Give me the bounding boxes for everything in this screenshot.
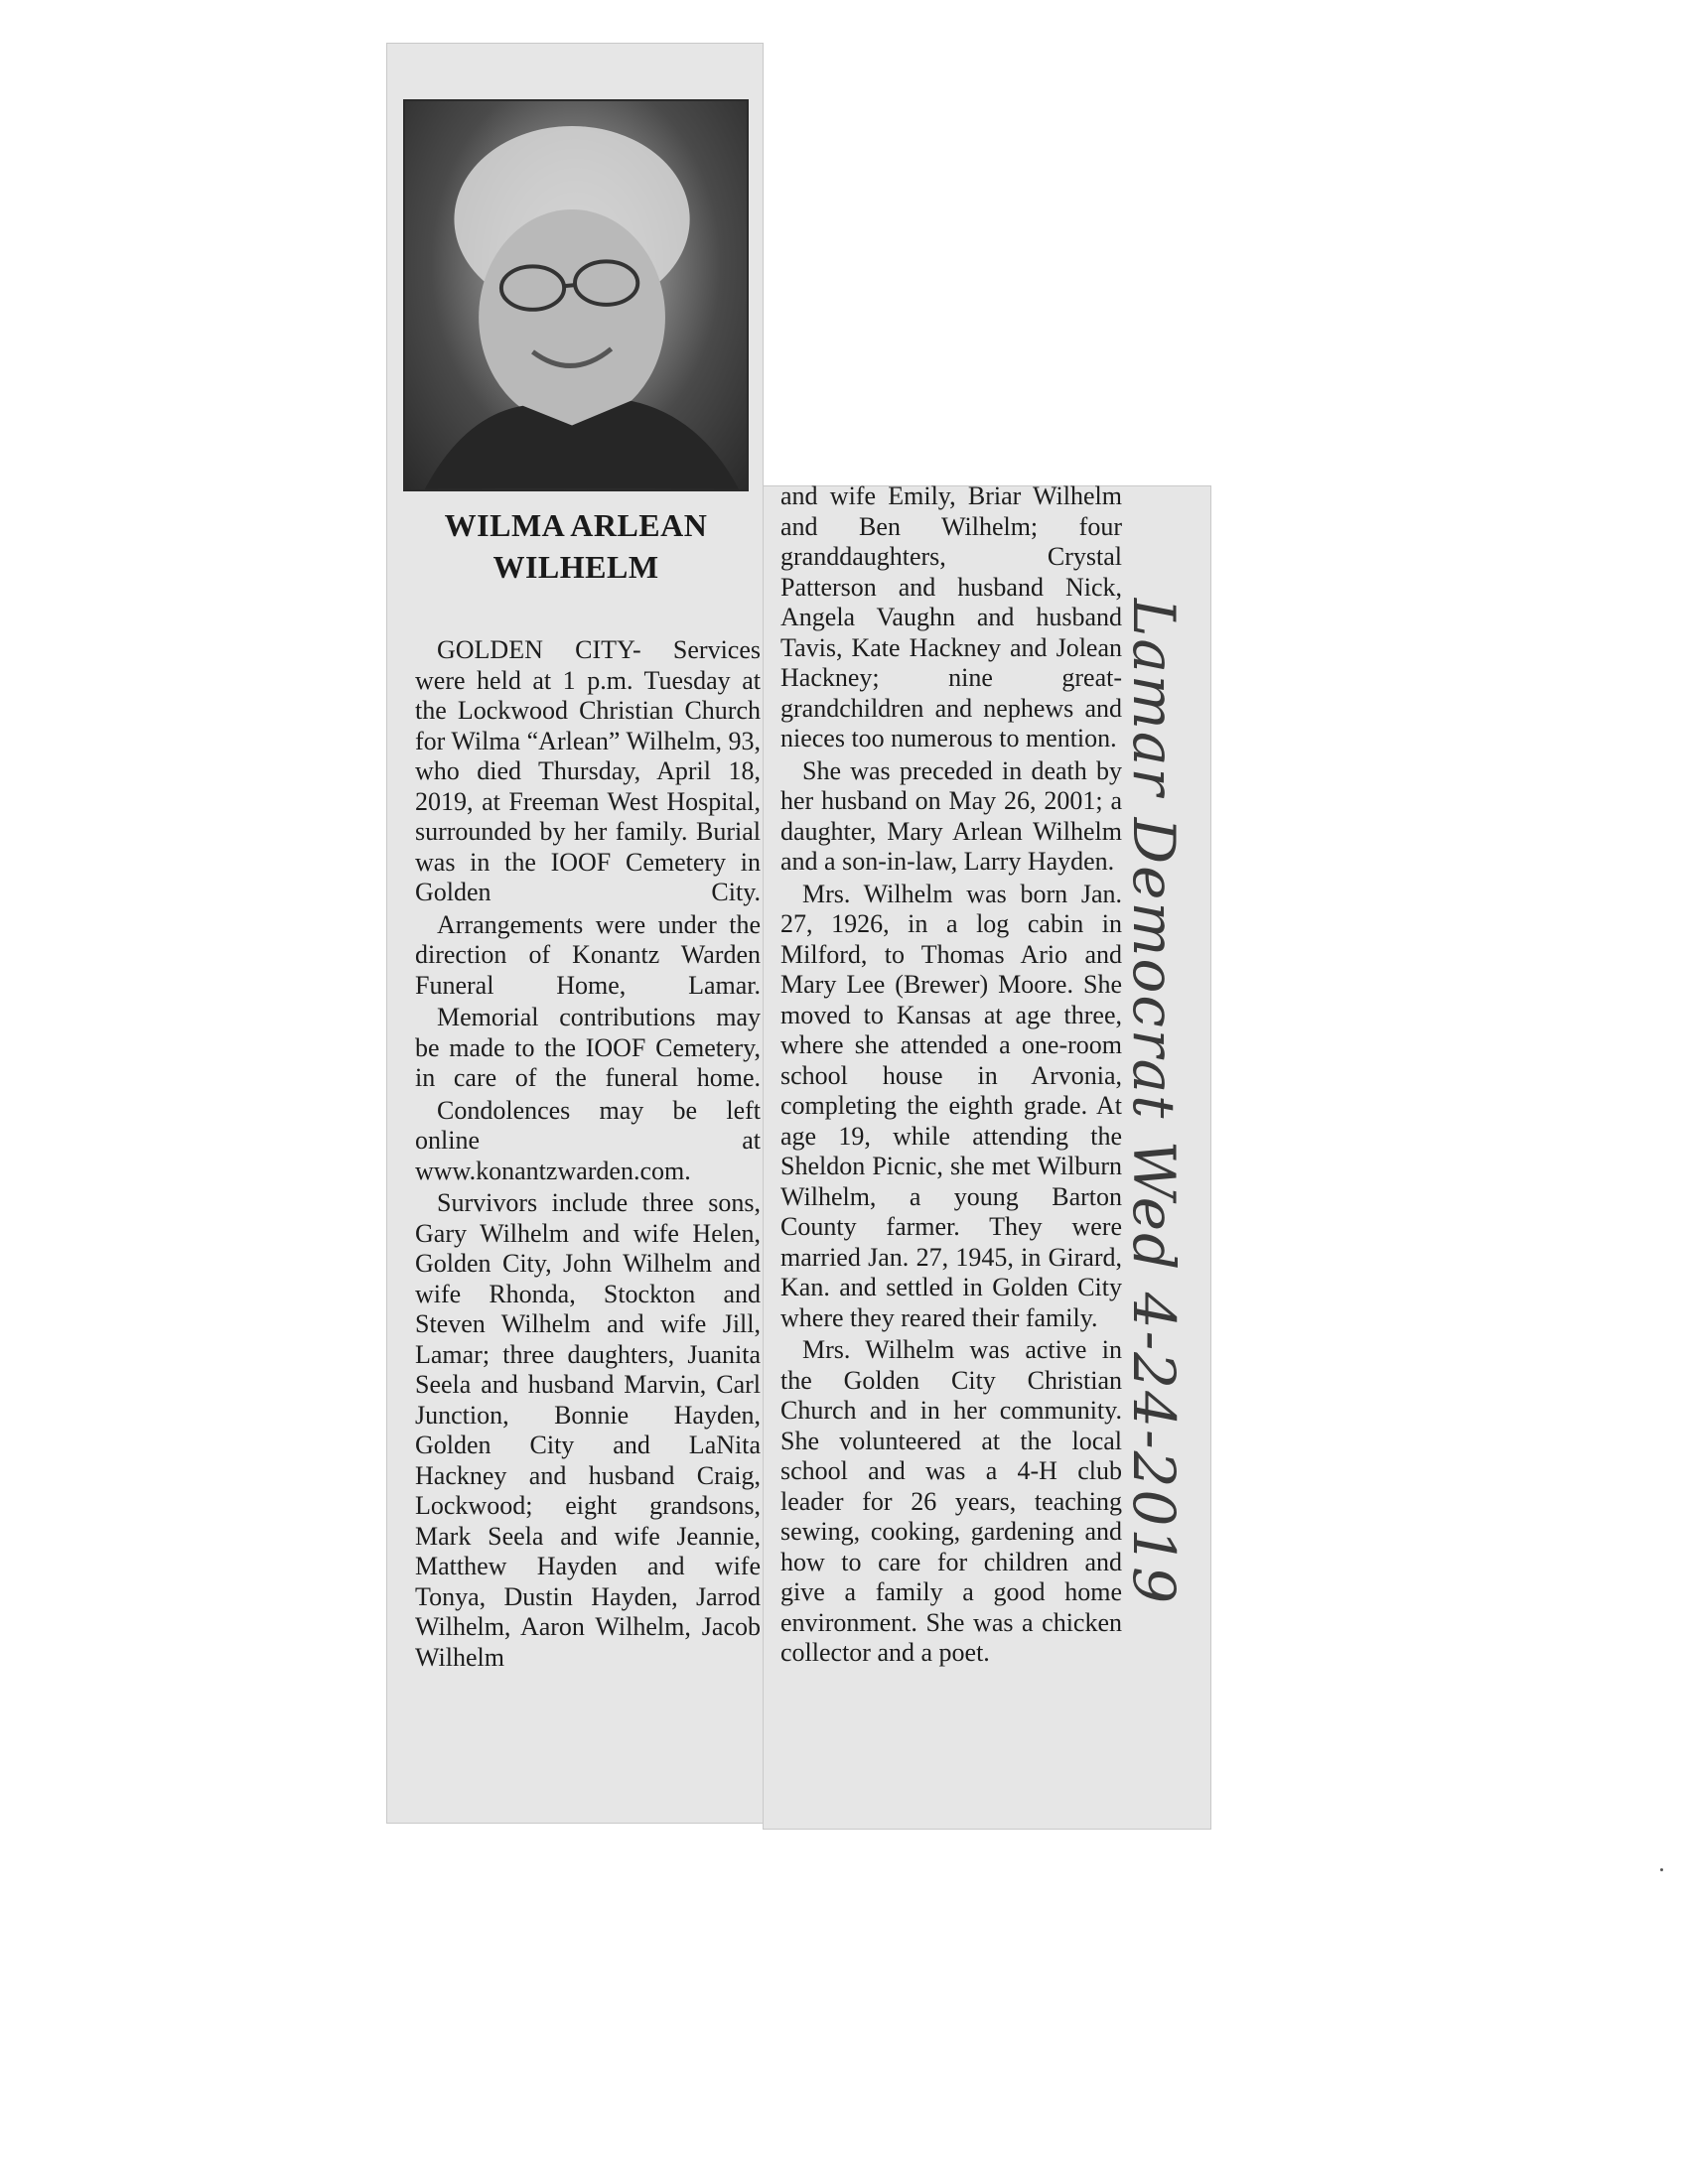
title-line-1: WILMA ARLEAN — [444, 507, 708, 543]
paragraph-arrangements: Arrangements were under the direction of Konantz Warden Funeral Home, Lamar. — [415, 909, 761, 1000]
right-column — [780, 481, 1122, 1669]
portrait-photo — [403, 99, 749, 491]
scan-speck — [1660, 1868, 1663, 1871]
obituary-title — [397, 504, 755, 588]
paragraph-biography: Mrs. Wilhelm was born Jan. 27, 1926, in a log cabin in Milford, to Thomas Ario and Mary Lee (Brewer) Moore. She moved to Kansas at age three, where she attended a one-room school house in Arvonia, completing the eighth grade. At age 19, while attending the Sheldon Picnic, she met Wilburn Wilhelm, a young Barton County farmer. They were married Jan. 27, 1945, in Girard, Kan. and settled in Golden City where they reared their family. — [780, 879, 1122, 1332]
portrait-illustration — [405, 101, 747, 489]
paragraph-survivors-continued: and wife Emily, Briar Wilhelm and Ben Wilhelm; four granddaughters, Crystal Patterson and husband Nick, Angela Vaughn and husband Tavis, Kate Hackney and Jolean Hackney; nine great-grandchildren and nephews and nieces too numerous to mention. — [780, 481, 1122, 752]
paragraph-condolences: Condolences may be left online at www.konantzwarden.com. — [415, 1095, 761, 1185]
paragraph-preceded: She was preceded in death by her husband on May 26, 2001; a daughter, Mary Arlean Wilhelm and a son-in-law, Larry Hayden. — [780, 755, 1122, 876]
title-line-2: WILHELM — [492, 549, 659, 585]
left-column — [415, 635, 761, 1673]
paragraph-survivors: Survivors include three sons, Gary Wilhelm and wife Helen, Golden City, John Wilhelm and wife Rhonda, Stockton and Steven Wilhelm and wife Jill, Lamar; three daughters, Juanita Seela and husband Marvin, Carl Junction, Bonnie Hayden, Golden City and LaNita Hackney and husband Craig, Lockwood; eight grandsons, Mark Seela and wife Jeannie, Matthew Hayden and wife Tonya, Dustin Hayden, Jarrod Wilhelm, Aaron Wilhelm, Jacob Wilhelm — [415, 1188, 761, 1672]
paragraph-memorial: Memorial contributions may be made to the IOOF Cemetery, in care of the funeral home. — [415, 1003, 761, 1092]
handwritten-note: Lamar Democrat Wed 4-24-2019 — [1120, 598, 1188, 1606]
paragraph-services: GOLDEN CITY- Services were held at 1 p.m. Tuesday at the Lockwood Christian Church for Wilma “Arlean” Wilhelm, 93, who died Thursday, April 18, 2019, at Freeman West Hospital, surrounded by her family. Burial was in the IOOF Cemetery in Golden City. — [415, 635, 761, 906]
paragraph-activities: Mrs. Wilhelm was active in the Golden City Christian Church and in her community. She volunteered at the local school and was a 4-H club leader for 26 years, teaching sewing, cooking, gardening and how to care for children and give a family a good home environment. She was a chicken collector and a poet. — [780, 1335, 1122, 1667]
